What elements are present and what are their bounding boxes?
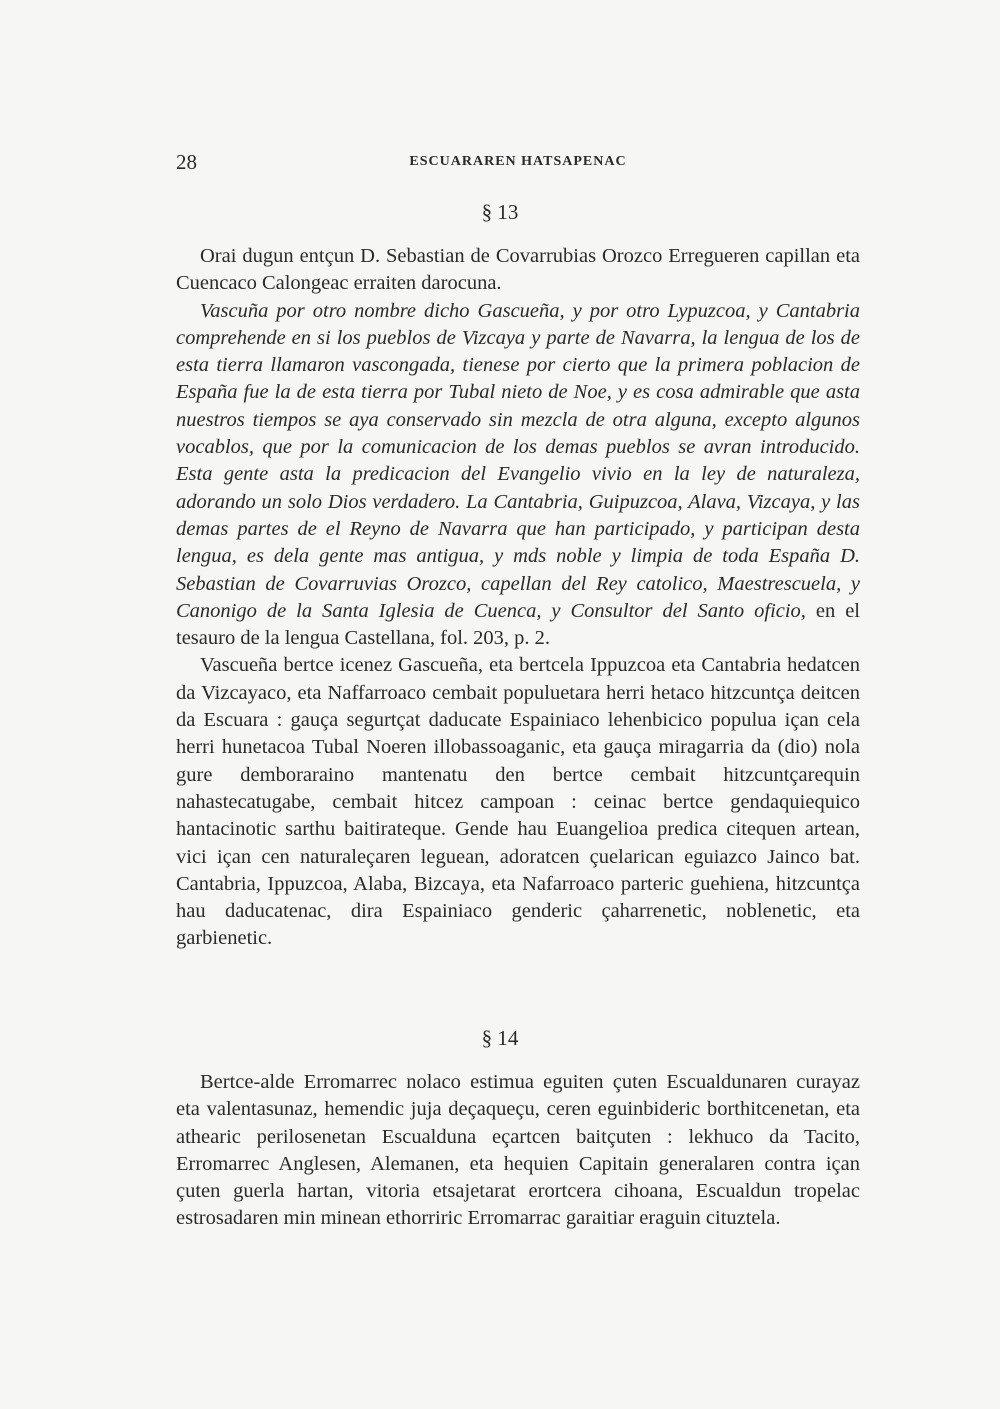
running-title: ESCUARAREN HATSAPENAC bbox=[409, 154, 627, 169]
section-13-translation: Vascueña bertce icenez Gascueña, eta bertcela Ippuzcoa eta Cantabria hedatcen da Vizcayaco, eta Naffarroaco cembait populuetara herri hetaco hitzcuntça deitcen da Escuara : gauça segurtçat daducate Espainiaco lehenbicico populua içan cela herri hunetacoa Tubal Noeren illobassoaganic, eta gauça miragarria da (dio) nola gure demboraraino mantenatu den bertce cembait hitzcuntçarequin nahastecatugabe, cembait hitcez campoan : ceinac bertce gendaquiequico hantacinotic sarthu baitirateque. Gende hau Euangelioa predica citequen artean, vici içan cen naturaleçaren leguean, adoratcen çuelarican eguiazco Jainco bat. Cantabria, Ippuzcoa, Alaba, Bizcaya, eta Nafarroaco parteric guehiena, hitzcuntça hau daducatenac, dira Espainiaco genderic çaharrenetic, noblenetic, eta garbienetic. bbox=[176, 654, 860, 950]
section-14-body bbox=[176, 1069, 860, 1233]
page-header bbox=[176, 150, 860, 180]
section-13-body bbox=[176, 243, 860, 953]
quote-source: en el tesauro de la lengua Castellana, fol. 203, p. 2. bbox=[176, 599, 860, 650]
section-13-heading: § 13 bbox=[481, 200, 519, 224]
page-number: 28 bbox=[176, 150, 197, 174]
section-13-intro: Orai dugun entçun D. Sebastian de Covarrubias Orozco Erregueren capillan eta Cuencaco Calongeac erraiten darocuna. bbox=[176, 245, 860, 295]
section-13-quote bbox=[176, 298, 860, 653]
section-14-heading: § 14 bbox=[481, 1026, 519, 1050]
section-14-paragraph: Bertce-alde Erromarrec nolaco estimua eguiten çuten Escualdunaren curayaz eta valentasunaz, hemendic juja deçaqueçu, ceren eguinbideric borthitcenetan, eta athearic perilosenetan Escualduna eçartcen baitçuten : lekhuco da Tacito, Erromarrec Anglesen, Alemanen, eta hequien Capitain generalaren contra içan çuten guerla hartan, vitoria etsajetarat erortcera cihoana, Escualdun tropelac estrosadaren min minean ethorriric Erromarrac garaitiar eraguin cituztela. bbox=[176, 1071, 860, 1230]
quote-italic: Vascuña por otro nombre dicho Gascueña, y por otro Lypuzcoa, y Cantabria comprehende en si los pueblos de Vizcaya y parte de Navarra, la lengua de los de esta tierra llamaron vascongada, tienese por cierto que la primera poblacion de España fue la de esta tierra por Tubal nieto de Noe, y es cosa admirable que asta nuestros tiempos se aya conservado sin mezcla de otra alguna, excepto algunos vocablos, que por la comunicacion de los demas pueblos se avran introducido. Esta gente asta la predicacion del Evangelio vivio en la ley de naturaleza, adorando un solo Dios verdadero. La Cantabria, Guipuzcoa, Alava, Vizcaya, y las demas partes de el Reyno de Navarra que han participado, y participan desta lengua, es dela gente mas antigua, y mds noble y limpia de toda España D. Sebastian de Covarruvias Orozco, capellan del Rey catolico, Maestrescuela, y Canonigo de la Santa Iglesia de Cuenca, y Consultor del Santo oficio, bbox=[176, 299, 860, 622]
